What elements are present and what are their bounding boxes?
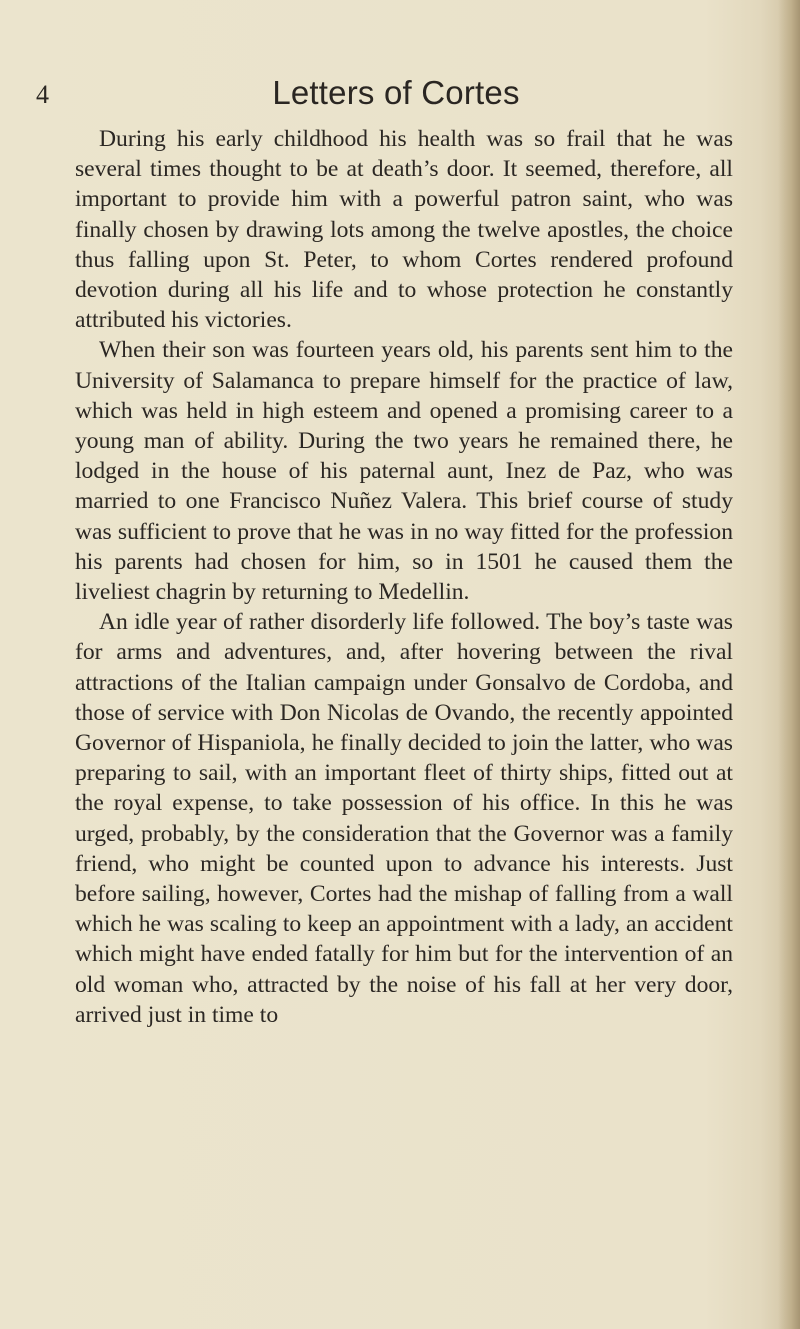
running-title: Letters of Cortes xyxy=(272,74,520,111)
page-edge-shadow xyxy=(778,0,800,1329)
paragraph: When their son was fourteen years old, his parents sent him to the University of Salamanca to prepare himself for the practice of law, which was held in high esteem and opened a promising career to a young man of ability. During the two years he remained there, he lodged in the house of his paternal aunt, Inez de Paz, who was married to one Francisco Nuñez Valera. This brief course of study was sufficient to prove that he was in no way fitted for the profession his parents had chosen for him, so in 1501 he caused them the liveliest chagrin by returning to Medellin. xyxy=(75,337,733,606)
paragraph: During his early childhood his health was so frail that he was several times thought to be at death’s door. It seemed, therefore, all important to provide him with a powerful patron saint, who was finally chosen by drawing lots among the twelve apostles, the choice thus falling upon St. Peter, to whom Cortes rendered profound devotion during all his life and to whose protection he constantly attributed his victories. xyxy=(75,126,733,334)
body-text xyxy=(75,124,733,1030)
page-number: 4 xyxy=(36,80,49,109)
page-header xyxy=(36,74,756,114)
paragraph: An idle year of rather disorderly life followed. The boy’s taste was for arms and adventures, and, after hovering between the rival attractions of the Italian campaign under Gonsalvo de Cordoba, and those of service with Don Nicolas de Ovando, the recently appointed Governor of Hispaniola, he finally decided to join the latter, who was preparing to sail, with an important fleet of thirty ships, fitted out at the royal expense, to take possession of his office. In this he was urged, probably, by the consideration that the Governor was a family friend, who might be counted upon to advance his interests. Just before sailing, however, Cortes had the mishap of falling from a wall which he was scaling to keep an appointment with a lady, an accident which might have ended fatally for him but for the intervention of an old woman who, attracted by the noise of his fall at her very door, arrived just in time to xyxy=(75,609,733,1028)
